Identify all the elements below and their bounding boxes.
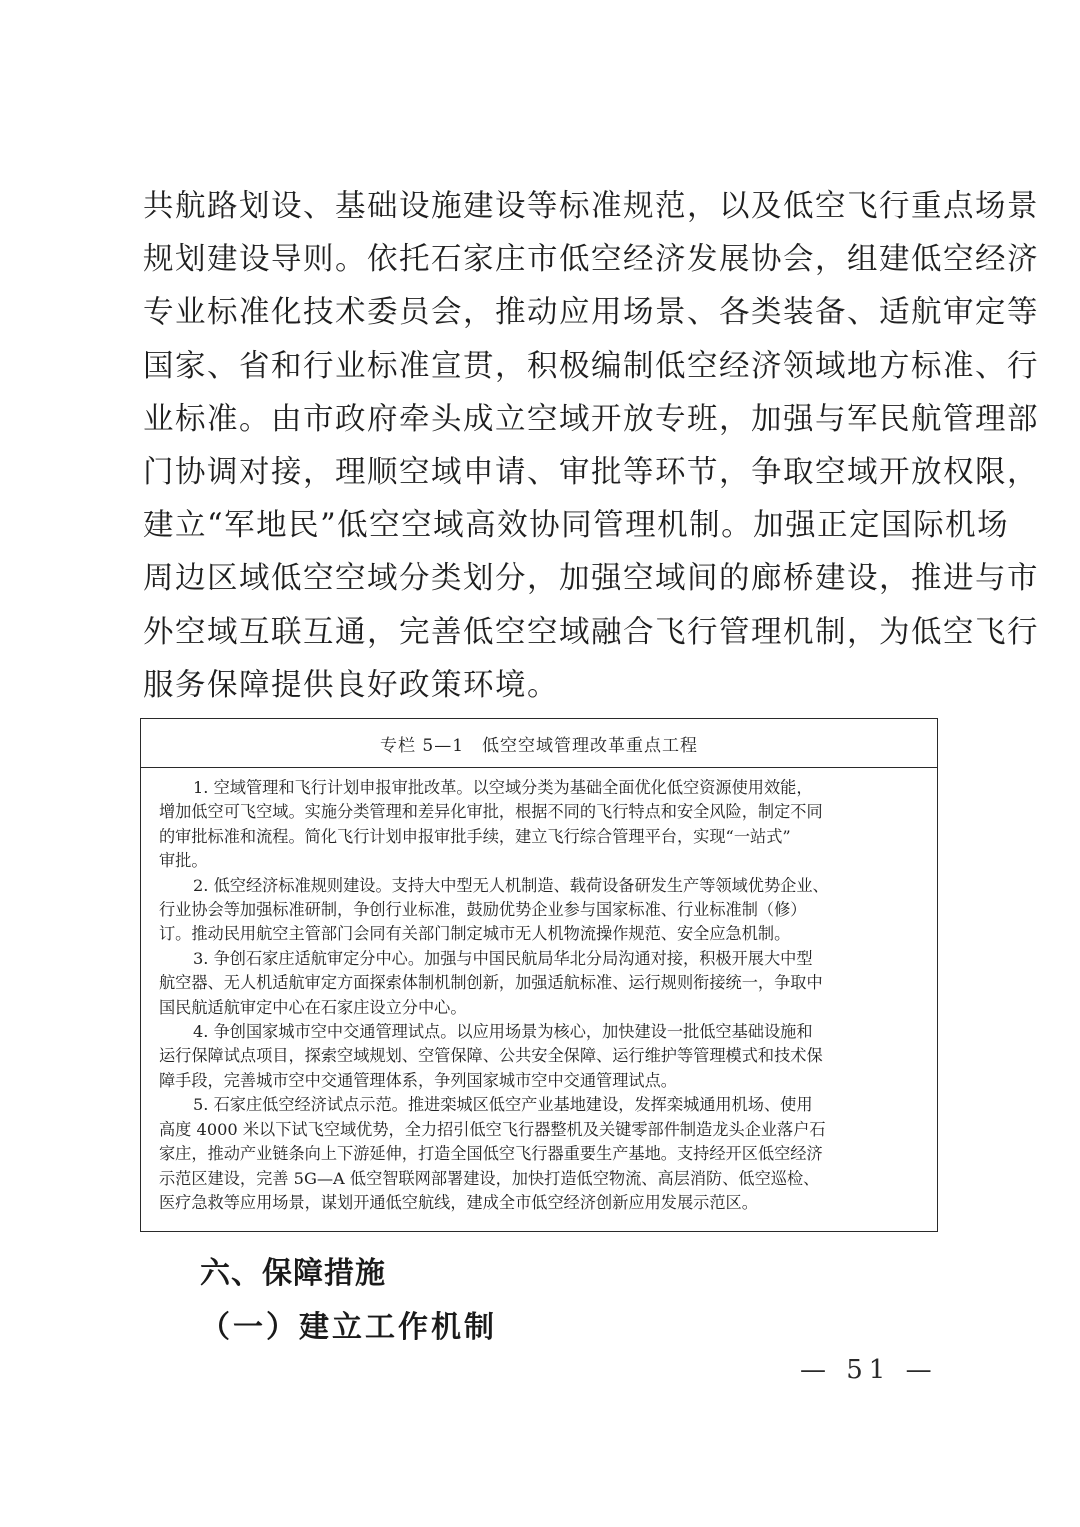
paragraph-line: 业标准。由市政府牵头成立空域开放专班，加强与军民航管理部 [143,401,1039,437]
box-line: 示范区建设，完善 5G—A 低空智联网部署建设，加快打造低空物流、高层消防、低空巡检、 [159,1168,820,1188]
paragraph-line: 专业标准化技术委员会，推动应用场景、各类装备、适航审定等 [143,295,1039,331]
box-line: 高度 4000 米以下试飞空域优势，全力招引低空飞行器整机及关键零部件制造龙头企业落户石 [159,1119,826,1139]
paragraph-line: 外空域互联互通，完善低空空域融合飞行管理机制，为低空飞行 [143,614,1039,650]
box-line: 2. 低空经济标准规则建设。支持大中型无人机制造、载荷设备研发生产等领域优势企业、 [193,875,829,895]
paragraph-line: 规划建设导则。依托石家庄市低空经济发展协会，组建低空经济 [143,242,1039,278]
feature-box-body [141,768,937,1215]
box-line: 医疗急救等应用场景，谋划开通低空航线，建成全市低空经济创新应用发展示范区。 [159,1192,758,1212]
box-line: 的审批标准和流程。简化飞行计划申报审批手续，建立飞行综合管理平台，实现“一站式” [159,826,791,846]
feature-box-title: 专栏 5—1 低空空域管理改革重点工程 [141,719,937,768]
box-line: 订。推动民用航空主管部门会同有关部门制定城市无人机物流操作规范、安全应急机制。 [159,924,791,944]
box-line: 1. 空域管理和飞行计划申报审批改革。以空域分类为基础全面优化低空资源使用效能， [193,778,813,797]
body-paragraph [143,180,1039,712]
box-line: 障手段，完善城市空中交通管理体系，争列国家城市空中交通管理试点。 [159,1070,677,1090]
box-line: 家庄，推动产业链条向上下游延伸，打造全国低空飞行器重要生产基地。支持经开区低空经济 [159,1144,823,1164]
paragraph-line: 共航路划设、基础设施建设等标准规范，以及低空飞行重点场景 [143,189,1039,224]
paragraph-line: 建立“军地民”低空空域高效协同管理机制。加强正定国际机场 [143,508,1010,544]
box-item-4 [159,1020,925,1093]
box-item-1 [159,776,925,874]
box-line: 4. 争创国家城市空中交通管理试点。以应用场景为核心，加快建设一批低空基础设施和 [193,1022,813,1042]
page-number: — 51 — [800,1355,938,1385]
feature-box [140,718,938,1232]
paragraph-line: 周边区域低空空域分类划分，加强空域间的廊桥建设，推进与市 [143,561,1039,597]
paragraph-line: 门协调对接，理顺空域申请、审批等环节，争取空域开放权限， [143,455,1039,491]
paragraph-line: 国家、省和行业标准宣贯，积极编制低空经济领域地方标准、行 [143,348,1039,384]
box-line: 3. 争创石家庄适航审定分中心。加强与中国民航局华北分局沟通对接，积极开展大中型 [193,948,813,968]
box-line: 航空器、无人机适航审定方面探索体制机制创新，加强适航标准、运行规则衔接统一，争取中 [159,973,823,993]
box-line: 运行保障试点项目，探索空域规划、空管保障、公共安全保障、运行维护等管理模式和技术保 [159,1046,823,1066]
box-line: 增加低空可飞空域。实施分类管理和差异化审批，根据不同的飞行特点和安全风险，制定不同 [159,802,823,822]
box-item-2 [159,874,925,947]
section-heading: 六、保障措施 [200,1256,386,1291]
box-item-3 [159,947,925,1020]
sub-heading: （一）建立工作机制 [200,1310,497,1345]
box-line: 行业协会等加强标准研制，争创行业标准，鼓励优势企业参与国家标准、行业标准制（修） [159,900,807,920]
box-line: 5. 石家庄低空经济试点示范。推进栾城区低空产业基地建设，发挥栾城通用机场、使用 [193,1095,813,1115]
box-line: 审批。 [159,851,208,871]
paragraph-line: 服务保障提供良好政策环境。 [143,667,559,703]
box-line: 国民航适航审定中心在石家庄设立分中心。 [159,997,467,1017]
box-item-5 [159,1093,925,1215]
